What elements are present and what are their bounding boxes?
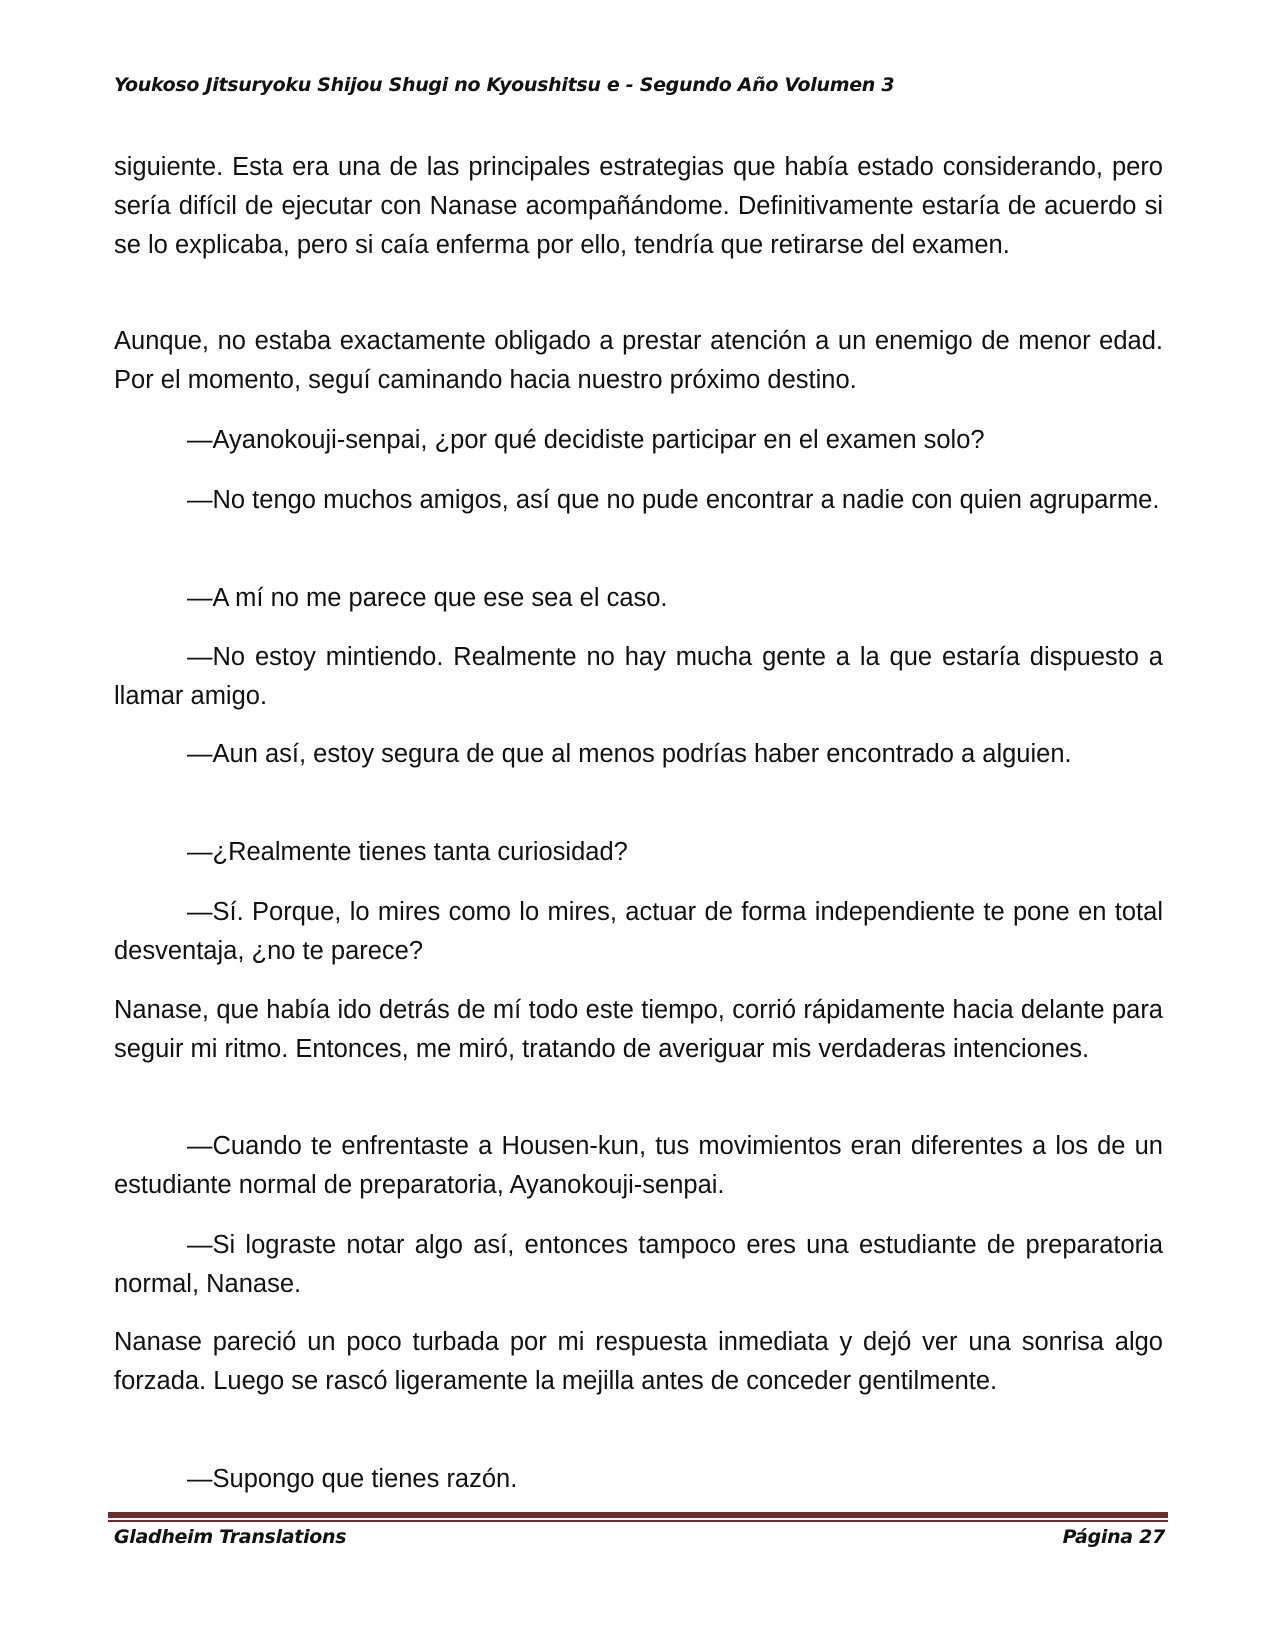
running-header: Youkoso Jitsuryoku Shijou Shugi no Kyoushitsu e - Segundo Año Volumen 3 (114, 74, 895, 96)
dialogue-paragraph: —Si lograste notar algo así, entonces tampoco eres una estudiante de preparatoria normal, Nanase. (114, 1231, 1163, 1298)
dialogue-paragraph: —Supongo que tienes razón. (187, 1465, 518, 1493)
dialogue-paragraph: —No tengo muchos amigos, así que no pude encontrar a nadie con quien agruparme. (187, 486, 1160, 514)
dialogue-paragraph: —Ayanokouji-senpai, ¿por qué decidiste participar en el examen solo? (187, 426, 985, 454)
paragraph: siguiente. Esta era una de las principales estrategias que había estado considerando, pero sería difícil de ejecutar con Nanase acompañándome. Definitivamente estaría de acuerdo si se lo explicaba, pero si caía enferma por ello, tendría que retirarse del examen. (114, 153, 1163, 259)
dialogue-paragraph: —Cuando te enfrentaste a Housen-kun, tus movimientos eran diferentes a los de un estudiante normal de preparatoria, Ayanokouji-senpai. (114, 1132, 1163, 1199)
footer-rule-thin (108, 1520, 1168, 1522)
dialogue-paragraph: —Sí. Porque, lo mires como lo mires, actuar de forma independiente te pone en total desventaja, ¿no te parece? (114, 898, 1163, 965)
dialogue-paragraph: —No estoy mintiendo. Realmente no hay mucha gente a la que estaría dispuesto a llamar amigo. (114, 643, 1163, 710)
page-number: Página 27 (1062, 1526, 1165, 1548)
paragraph: Nanase pareció un poco turbada por mi respuesta inmediata y dejó ver una sonrisa algo forzada. Luego se rascó ligeramente la mejilla antes de conceder gentilmente. (114, 1328, 1163, 1395)
dialogue-paragraph: —¿Realmente tienes tanta curiosidad? (187, 838, 628, 866)
paragraph: Nanase, que había ido detrás de mí todo este tiempo, corrió rápidamente hacia delante para seguir mi ritmo. Entonces, me miró, tratando de averiguar mis verdaderas intenciones. (114, 996, 1163, 1063)
dialogue-paragraph: —A mí no me parece que ese sea el caso. (187, 584, 668, 612)
paragraph: Aunque, no estaba exactamente obligado a prestar atención a un enemigo de menor edad. Por el momento, seguí caminando hacia nuestro próximo destino. (114, 327, 1163, 394)
footer-rule (108, 1512, 1168, 1518)
dialogue-paragraph: —Aun así, estoy segura de que al menos podrías haber encontrado a alguien. (187, 740, 1072, 768)
footer-credit: Gladheim Translations (114, 1526, 347, 1548)
